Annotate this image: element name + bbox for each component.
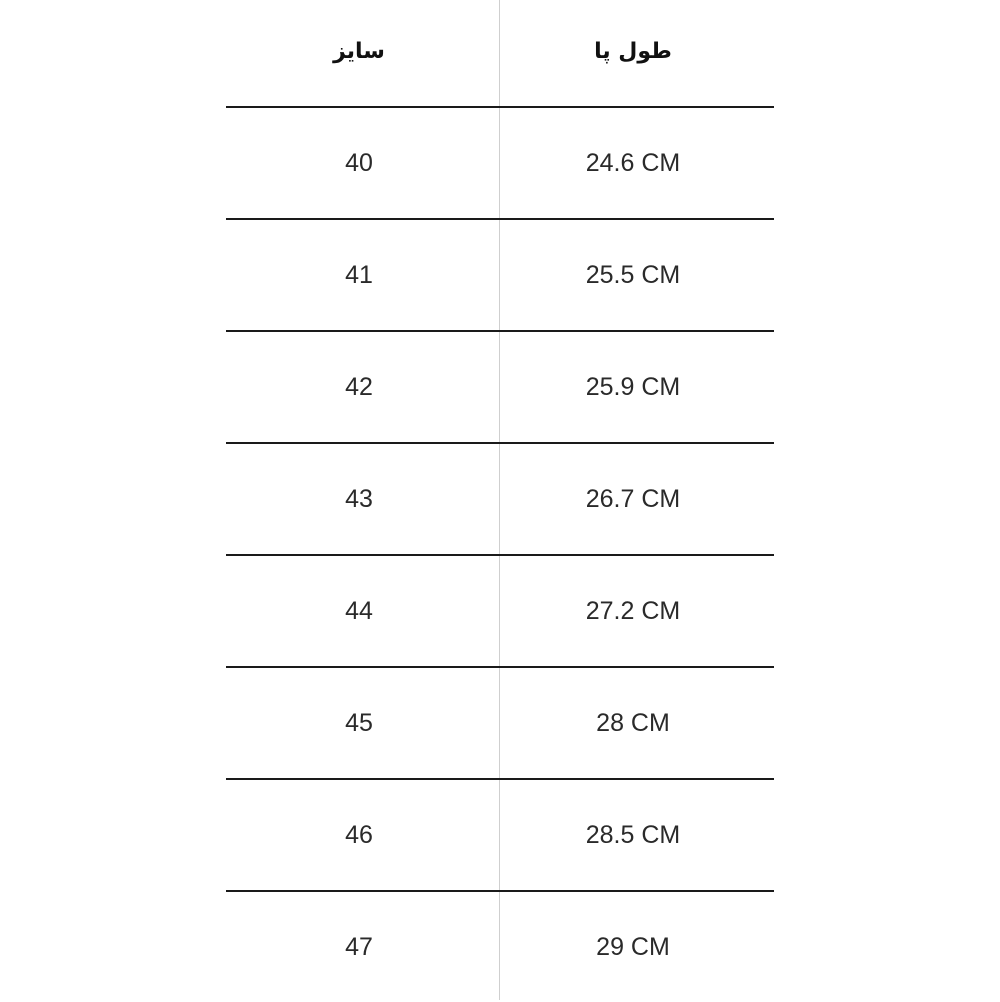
foot-length-cell: 24.6 CM [585,148,681,177]
table-row [226,668,774,778]
foot-length-cell: 26.7 CM [585,484,681,513]
foot-length-cell: 29 CM [596,932,670,961]
size-cell: 45 [345,708,373,737]
size-cell: 44 [345,596,373,625]
size-chart-table [226,0,774,1000]
table-row [226,108,774,218]
table-header-row [226,0,774,106]
foot-length-cell: 28 CM [596,708,670,737]
table-row [226,892,774,1002]
foot-length-cell: 25.9 CM [585,372,681,401]
size-cell: 43 [345,484,373,513]
size-cell: 47 [345,932,373,961]
table-row [226,220,774,330]
foot-length-cell: 28.5 CM [585,820,681,849]
header-size: سایز [333,38,385,64]
foot-length-cell: 27.2 CM [585,596,681,625]
size-cell: 40 [345,148,373,177]
table-row [226,332,774,442]
table-row [226,780,774,890]
table-row [226,556,774,666]
size-cell: 46 [345,820,373,849]
table-row [226,444,774,554]
foot-length-cell: 25.5 CM [585,260,681,289]
size-cell: 42 [345,372,373,401]
header-foot-length: طول پا [594,38,672,64]
size-cell: 41 [345,260,373,289]
